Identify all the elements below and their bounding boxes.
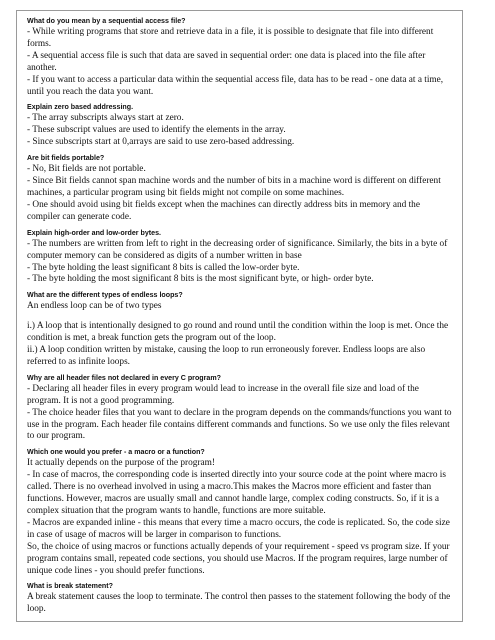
question-heading: What is break statement? <box>27 582 113 591</box>
question-heading: Why are all header files not declared in every C program? <box>27 373 221 382</box>
answer-line: - The numbers are written from left to right in the decreasing order of significance. Similarly, the bits in a byte of computer memory can be considered as digits of a number written in base <box>27 238 448 261</box>
answer-line: - If you want to access a particular data within the sequential access file, data has to be read - one data at a time, until you reach the data you want. <box>27 74 444 97</box>
answer-line: - These subscript values are used to identify the elements in the array. <box>27 125 286 136</box>
answer-line: - While writing programs that store and retrieve data in a file, it is possible to designate that file into different forms. <box>27 27 434 49</box>
answer-line: An endless loop can be of two types <box>27 301 162 312</box>
answer-line: A break statement causes the loop to terminate. The control then passes to the statement following the body of the loop. <box>27 592 451 615</box>
question-heading: What are the different types of endless loops? <box>27 291 183 300</box>
section-sequential-access-file <box>27 15 454 98</box>
answer-line: - No, Bit fields are not portable. <box>27 164 146 175</box>
answer-line: So, the choice of using macros or functions actually depends of your requirement - speed vs program size. If your program contains small, repeated code sections, you should use Macros. If the program requires, large number of unique code lines - you should prefer functions. <box>27 541 450 576</box>
question-heading: Explain zero based addressing. <box>27 103 134 112</box>
document-page <box>16 10 463 622</box>
section-macro-or-function <box>27 446 454 577</box>
section-endless-loops <box>27 289 454 369</box>
section-header-files <box>27 372 454 444</box>
section-bit-fields-portable <box>27 152 454 224</box>
answer-line: - The choice header files that you want to declare in the program depends on the commands/functions you want to use in the program. Each header file contains different commands and functions. So we use only the files relevant to our program. <box>27 407 452 442</box>
answer-line: - The byte holding the most significant 8 bits is the most significant byte, or high- order byte. <box>27 274 374 285</box>
section-zero-based-addressing <box>27 101 454 149</box>
question-heading: What do you mean by a sequential access file? <box>27 17 186 25</box>
answer-line: - The byte holding the least significant 8 bits is called the low-order byte. <box>27 262 300 273</box>
answer-line: - A sequential access file is such that data are saved in sequential order: one data is placed into the file after another. <box>27 50 426 73</box>
answer-line: ii.) A loop condition written by mistake, causing the loop to run erroneously forever. Endless loops are also referred to as infinite loops. <box>27 345 426 367</box>
answer-line: - The array subscripts always start at zero. <box>27 113 184 124</box>
section-high-low-order-bytes <box>27 227 454 287</box>
answer-line: i.) A loop that is intentionally designed to go round and round until the condition within the loop is met. Once the condition is met, a break function gets the program out of the loop. <box>27 321 449 344</box>
question-heading: Which one would you prefer - a macro or a function? <box>27 448 205 457</box>
answer-line: - Since subscripts start at 0,arrays are said to use zero-based addressing. <box>27 137 295 148</box>
answer-line: - Declaring all header files in every program would lead to increase in the overall file size and load of the program. It is not a good programming. <box>27 383 419 406</box>
question-heading: Explain high-order and low-order bytes. <box>27 228 162 237</box>
section-break-statement <box>27 580 454 616</box>
answer-line: - Since Bit fields cannot span machine words and the number of bits in a machine word is different on different machines, a particular program using bit fields might not compile on some machines. <box>27 176 441 198</box>
answer-line: - In case of macros, the corresponding code is inserted directly into your source code at the point where macro is called. There is no overhead involved in using a macro.This makes the Macros more efficient and faster than functions. However, macros are usually small and cannot handle large, complex coding constructs. So, if it is a complex situation that the program wants to handle, functions are more suitable. <box>27 470 446 516</box>
answer-line: It actually depends on the purpose of the program! <box>27 458 215 469</box>
question-heading: Are bit fields portable? <box>27 154 105 163</box>
answer-line: - One should avoid using bit fields except when the machines can directly address bits in memory and the compiler can generate code. <box>27 199 420 222</box>
answer-line: - Macros are expanded inline - this means that every time a macro occurs, the code is replicated. So, the code size in case of usage of macros will be larger in comparison to functions. <box>27 517 450 540</box>
